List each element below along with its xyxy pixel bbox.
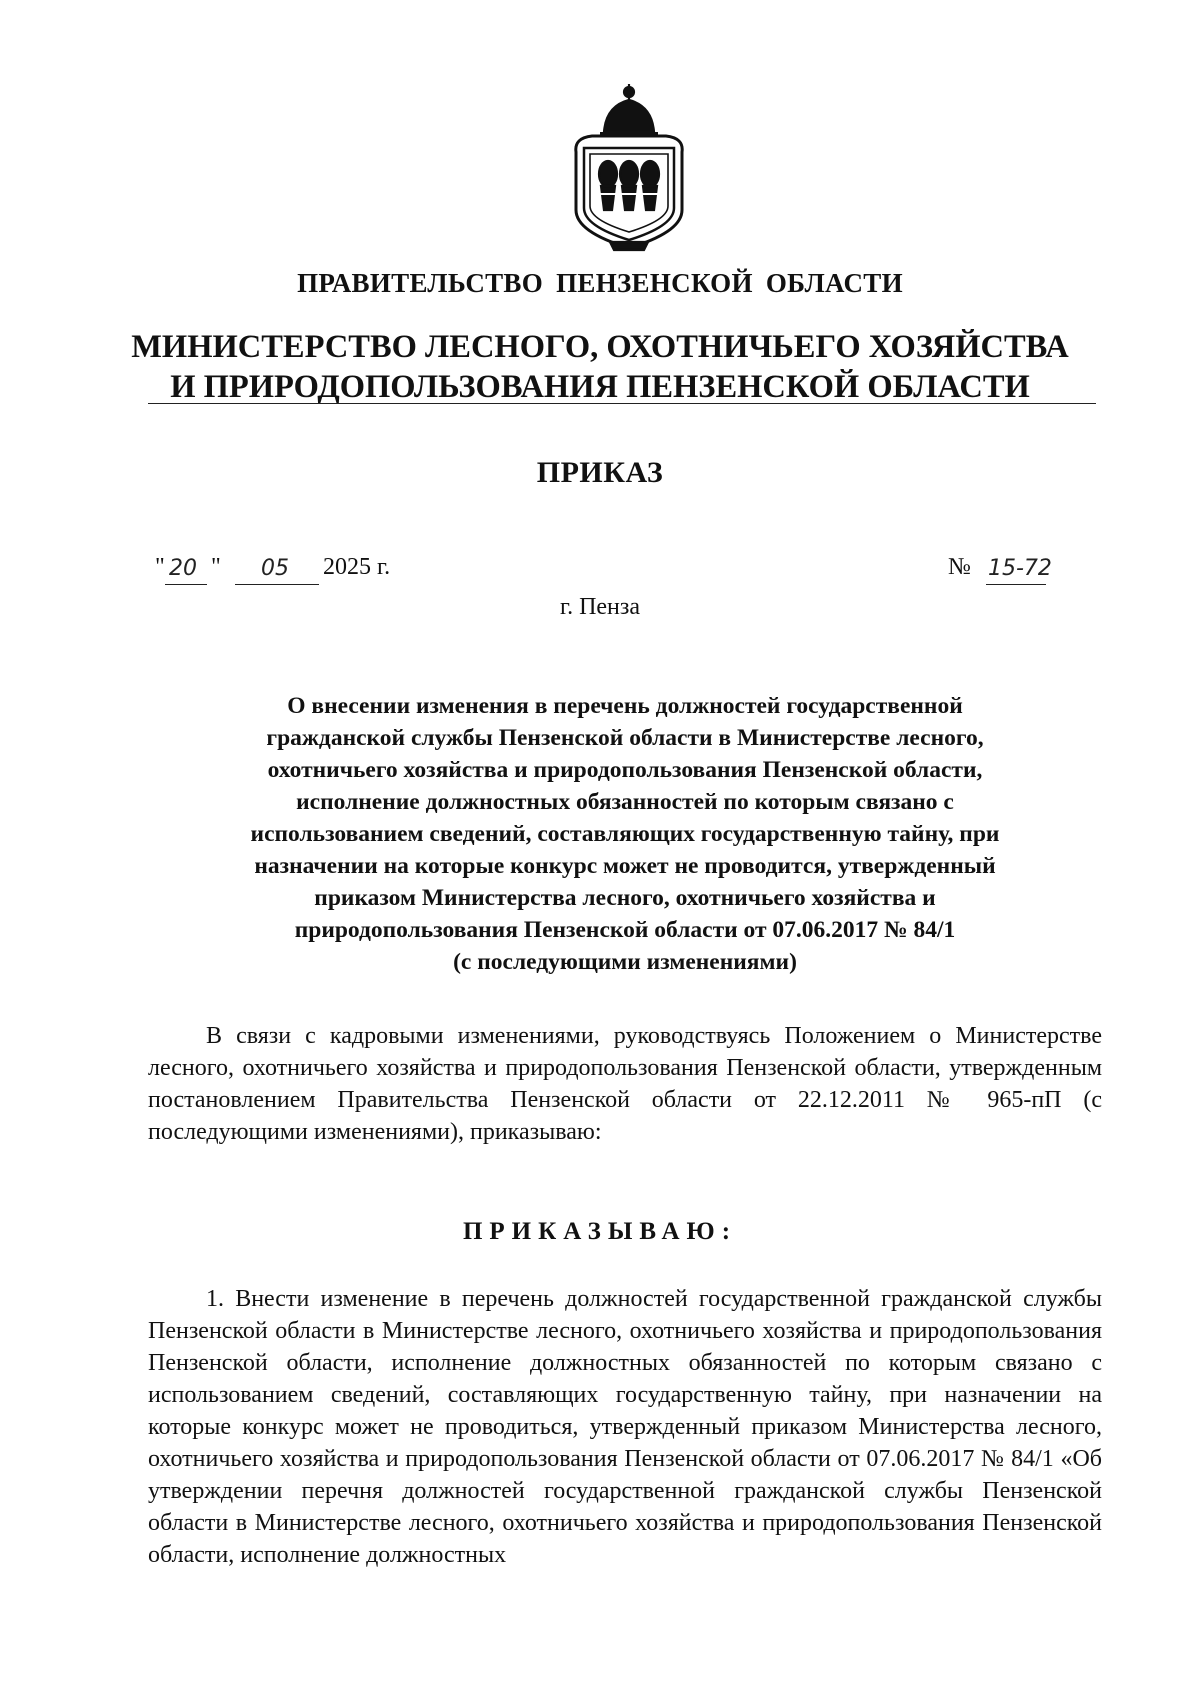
date-month-handwritten: 05 <box>261 556 289 581</box>
subject-line: природопользования Пензенской области от 07.06.2017 № 84/1 <box>294 917 956 943</box>
ministry-title-line-1: МИНИСТЕРСТВО ЛЕСНОГО, ОХОТНИЧЬЕГО ХОЗЯЙСТВА <box>131 329 1069 365</box>
ministry-title <box>0 327 1200 407</box>
document-city: г. Пенза <box>559 594 641 620</box>
decree-heading: ПРИКАЗЫВАЮ: <box>462 1218 738 1245</box>
subject-line: приказом Министерства лесного, охотничьего хозяйства и <box>314 885 936 911</box>
coat-of-arms-icon <box>570 82 688 252</box>
preamble-paragraph: В связи с кадровыми изменениями, руководствуясь Положением о Министерстве лесного, охотничьего хозяйства и природопользования Пензенской области, утвержденным постановлением Правительства Пензенской области от 22.12.2011 № 965-пП (с последующими изменениями), приказываю: <box>148 1023 1102 1145</box>
document-type-title: ПРИКАЗ <box>536 456 664 489</box>
document-number <box>948 554 1108 588</box>
subject-line: охотничьего хозяйства и природопользования Пензенской области, <box>267 757 983 783</box>
date-month-underline <box>235 584 319 585</box>
government-title: ПРАВИТЕЛЬСТВО ПЕНЗЕНСКОЙ ОБЛАСТИ <box>297 268 903 298</box>
document-date <box>155 554 455 588</box>
number-underline <box>986 584 1046 585</box>
header-divider <box>148 403 1096 404</box>
date-year: 2025 г. <box>323 554 391 580</box>
subject-line: гражданской службы Пензенской области в Министерстве лесного, <box>266 725 984 751</box>
subject-line: использованием сведений, составляющих государственную тайну, при <box>250 821 1000 847</box>
date-day-underline <box>165 584 207 585</box>
date-quote-close: " <box>211 554 221 580</box>
date-quote-open: " <box>155 554 165 580</box>
number-sign: № <box>948 554 971 580</box>
subject-line: О внесении изменения в перечень должностей государственной <box>287 693 963 719</box>
item-1-paragraph: 1. Внести изменение в перечень должностей государственной гражданской службы Пензенской области в Министерстве лесного, охотничьего хозяйства и природопользования Пензенской области, исполнение должностных обязанностей по которым связано с использованием сведений, составляющих государственную тайну, при назначении на которые конкурс может не проводиться, утвержденный приказом Министерства лесного, охотничьего хозяйства и природопользования Пензенской области от 07.06.2017 № 84/1 «Об утверждении перечня должностей государственной гражданской службы Пензенской области в Министерстве лесного, охотничьего хозяйства и природопользования Пензенской области, исполнение должностных <box>148 1286 1102 1568</box>
subject-line: назначении на которые конкурс может не проводится, утвержденный <box>254 853 996 879</box>
date-day-handwritten: 20 <box>169 556 197 581</box>
document-subject <box>150 690 1100 978</box>
ministry-title-line-2: И ПРИРОДОПОЛЬЗОВАНИЯ ПЕНЗЕНСКОЙ ОБЛАСТИ <box>170 369 1030 405</box>
subject-line: исполнение должностных обязанностей по которым связано с <box>296 789 954 815</box>
subject-line: (с последующими изменениями) <box>453 949 797 975</box>
number-handwritten: 15-72 <box>988 556 1052 581</box>
